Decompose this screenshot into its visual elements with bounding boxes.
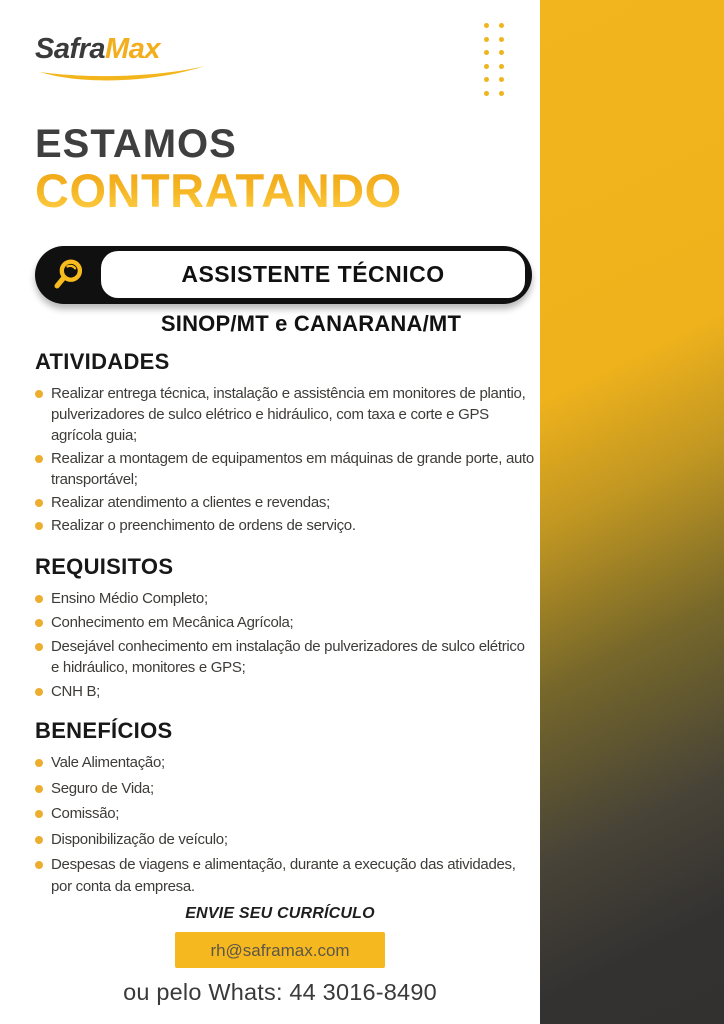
hero-line-estamos: ESTAMOS [35,122,237,166]
list-item-text: Conhecimento em Mecânica Agrícola; [51,614,294,631]
list-item-text: Realizar a montagem de equipamentos em máquinas de grande porte, auto transportável; [51,450,534,488]
job-locations: SINOP/MT e CANARANA/MT [160,311,462,336]
list-item [35,383,540,446]
bullet-dot-icon [35,619,43,627]
list-item [35,752,540,774]
list-item-text: Ensino Médio Completo; [51,590,208,607]
bullet-dot-icon [35,390,43,398]
requisitos-list [35,588,540,702]
list-item-text: CNH B; [51,683,101,700]
list-item-text: Realizar entrega técnica, instalação e assistência em monitores de plantio, pulverizadores de sulco elétrico e hidráulico, com taxa e corte e GPS agrícola guia; [51,385,526,444]
list-item [35,854,540,897]
contact-block [35,905,525,1006]
whatsapp-line: ou pelo Whats: 44 3016-8490 [123,979,437,1005]
email-button[interactable]: rh@saframax.com [175,932,385,968]
list-item [35,492,540,513]
bullet-dot-icon [35,785,43,793]
atividades-list [35,383,540,536]
bullet-dot-icon [35,759,43,767]
job-title: ASSISTENTE TÉCNICO [101,251,525,298]
hero-line-contratando: CONTRATANDO [35,166,540,215]
list-item-text: Disponibilização de veículo; [51,830,228,848]
list-item-text: Comissão; [51,805,120,822]
side-gradient-band [540,0,724,1024]
cta-send-cv: ENVIE SEU CURRÍCULO [185,905,375,922]
list-item [35,448,540,490]
hero-headline [35,122,540,215]
bullet-dot-icon [35,595,43,603]
bullet-dot-icon [35,861,43,869]
bullet-dot-icon [35,455,43,463]
list-item [35,612,540,633]
list-item-text: Desejável conhecimento em instalação de pulverizadores de sulco elétrico e hidráulico, monitores e GPS; [51,638,525,676]
logo-text [35,33,211,66]
list-item [35,681,540,702]
bullet-dot-icon [35,836,43,844]
beneficios-list [35,752,540,897]
logo-swoosh-icon [37,64,209,82]
bullet-dot-icon [35,810,43,818]
list-item-text: Despesas de viagens e alimentação, durante a execução das atividades, por conta da empresa. [51,856,516,895]
list-item [35,803,540,825]
job-title-pill [35,246,532,304]
bullet-dot-icon [35,688,43,696]
list-item [35,588,540,609]
section-heading-beneficios: BENEFÍCIOS [35,718,173,743]
search-icon [35,246,101,304]
list-item-text: Seguro de Vida; [51,779,154,797]
bullet-dot-icon [35,499,43,507]
logo [35,33,211,82]
logo-part-max: Max [105,33,160,65]
list-item [35,515,540,536]
list-item-text: Realizar atendimento a clientes e revendas; [51,494,330,511]
list-item [35,636,540,678]
logo-part-safra: Safra [35,33,106,65]
bullet-dot-icon [35,522,43,530]
list-item [35,778,540,800]
section-heading-requisitos: REQUISITOS [35,554,174,579]
list-item [35,829,540,851]
bullet-dot-icon [35,643,43,651]
section-heading-atividades: ATIVIDADES [35,349,170,374]
list-item-text: Realizar o preenchimento de ordens de serviço. [51,517,356,534]
list-item-text: Vale Alimentação; [51,754,165,771]
